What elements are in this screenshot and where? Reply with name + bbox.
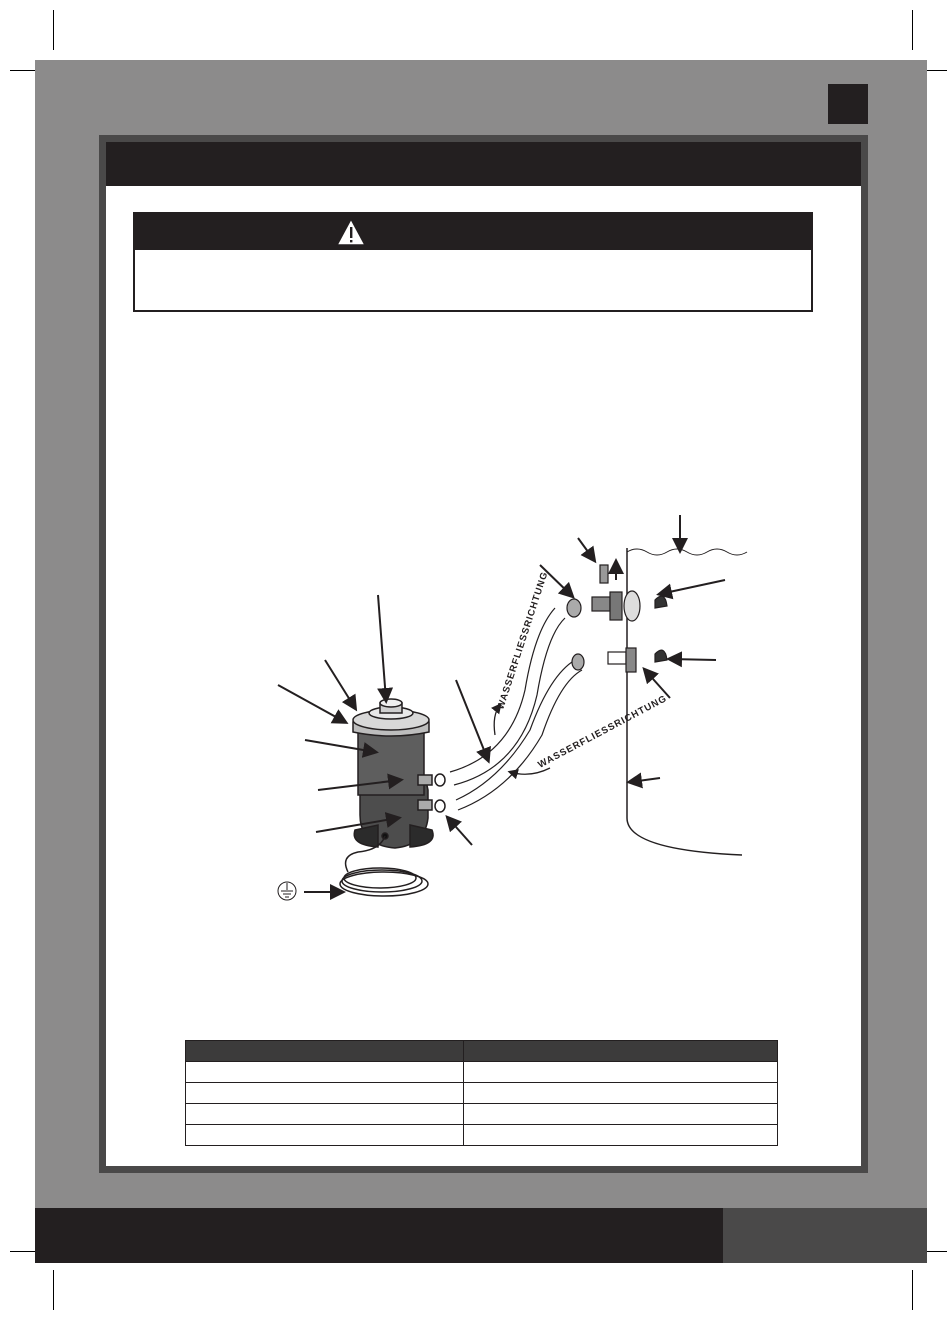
footer-tab [723, 1208, 927, 1263]
table-row [186, 1104, 778, 1125]
table-header-cell [186, 1041, 464, 1062]
table-cell [464, 1125, 778, 1146]
hoses [450, 608, 582, 810]
warning-header [135, 214, 811, 250]
installation-diagram [260, 500, 760, 920]
table-row [186, 1125, 778, 1146]
hose-label-2: WASSERFLIESSRICHTUNG [536, 693, 670, 771]
hose-label-1: WASSERFLIESSRICHTUNG [495, 570, 551, 711]
ground-symbol-icon [278, 882, 296, 900]
footer-bar [35, 1208, 723, 1263]
crop-mark [53, 1270, 54, 1310]
table-cell [186, 1083, 464, 1104]
spec-table [185, 1040, 778, 1146]
table-cell [464, 1104, 778, 1125]
filter-pump [353, 699, 445, 848]
table-header-cell [464, 1041, 778, 1062]
table-cell [464, 1062, 778, 1083]
water-surface [627, 549, 747, 555]
crop-mark [912, 1270, 913, 1310]
crop-mark [53, 10, 54, 50]
warning-box [133, 212, 813, 312]
table-header-row [186, 1041, 778, 1062]
table-cell [186, 1062, 464, 1083]
pool-wall [627, 548, 742, 855]
table-row [186, 1083, 778, 1104]
crop-mark [912, 10, 913, 50]
pool-fittings [567, 565, 667, 672]
section-title-bar [106, 142, 861, 186]
table-cell [464, 1083, 778, 1104]
table-cell [186, 1104, 464, 1125]
table-row [186, 1062, 778, 1083]
page-number-box [828, 84, 868, 124]
table-cell [186, 1125, 464, 1146]
warning-triangle-icon [335, 217, 367, 247]
